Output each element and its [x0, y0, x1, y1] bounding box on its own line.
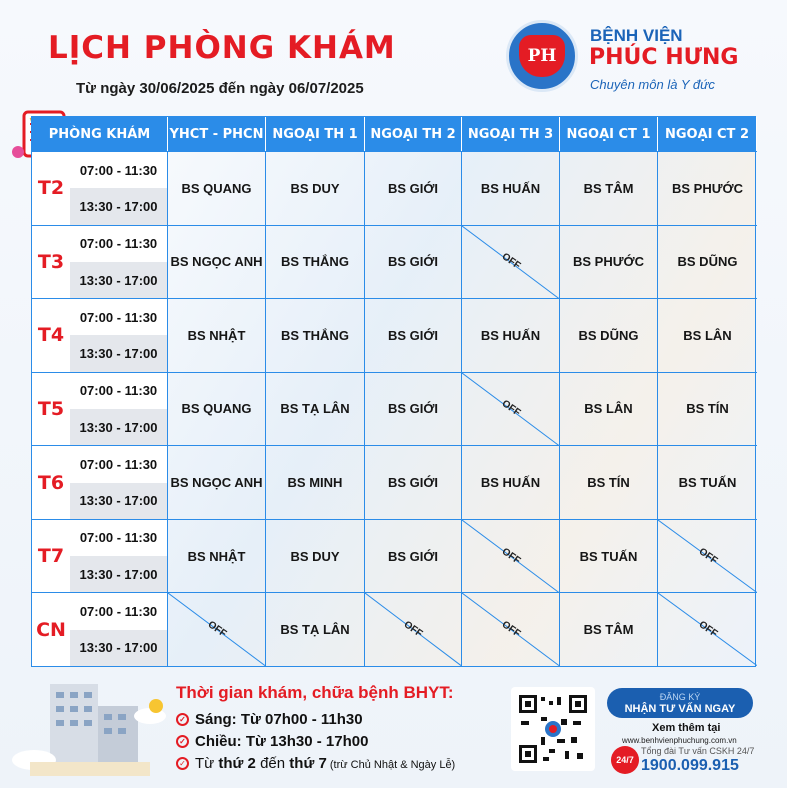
bhyt-afternoon: [176, 733, 368, 750]
register-top: ĐĂNG KÝ: [659, 692, 701, 702]
page-title: LỊCH PHÒNG KHÁM: [48, 30, 396, 66]
doctor-cell: BS LÂN: [658, 298, 757, 372]
doctor-cell: BS PHƯỚC: [658, 151, 757, 225]
doctor-cell: BS GIỚI: [365, 151, 462, 225]
doctor-cell: BS THẮNG: [266, 225, 365, 299]
brand-line-1: BỆNH VIỆN: [590, 26, 683, 45]
day-cell: [32, 592, 168, 666]
doctor-cell: BS PHƯỚC: [560, 225, 658, 299]
register-button[interactable]: [607, 688, 753, 718]
doctor-cell: BS HUẤN: [462, 445, 560, 519]
off-label: OFF: [499, 545, 522, 567]
doctor-cell: BS QUANG: [168, 151, 266, 225]
column-header: NGOẠI CT 1: [560, 117, 658, 151]
support-247-icon: 24/7: [611, 746, 639, 774]
doctor-cell: BS NHẬT: [168, 519, 266, 593]
day-label: T5: [32, 373, 70, 446]
off-cell: [462, 592, 560, 666]
doctor-cell: BS DUY: [266, 151, 365, 225]
doctor-cell: BS GIỚI: [365, 519, 462, 593]
day-label: CN: [32, 593, 70, 666]
doctor-cell: BS NHẬT: [168, 298, 266, 372]
day-cell: [32, 372, 168, 446]
morning-slot: 07:00 - 11:30: [70, 152, 167, 188]
off-label: OFF: [499, 398, 522, 420]
doctor-cell: BS GIỚI: [365, 298, 462, 372]
brand-tagline: Chuyên môn là Y đức: [590, 77, 715, 92]
qr-code[interactable]: [511, 687, 595, 771]
brand-name: PHÚC HƯNG: [589, 45, 739, 70]
afternoon-slot: 13:30 - 17:00: [79, 640, 158, 656]
bhyt-morning: [176, 711, 363, 728]
off-cell: [658, 592, 757, 666]
doctor-cell: BS TÍN: [658, 372, 757, 446]
morning-slot: 07:00 - 11:30: [70, 446, 167, 482]
see-more-label: Xem thêm tại: [652, 722, 721, 734]
days-to: thứ 7: [289, 755, 327, 772]
off-label: OFF: [499, 619, 522, 640]
morning-slot: 07:00 - 11:30: [70, 520, 167, 556]
days-mid: đến: [255, 755, 290, 772]
doctor-cell: BS TÍN: [560, 445, 658, 519]
column-header: NGOẠI CT 2: [658, 117, 757, 151]
day-label: T2: [32, 152, 70, 225]
off-label: OFF: [499, 251, 522, 273]
website-link[interactable]: www.benhvienphuchung.com.vn: [622, 736, 737, 745]
doctor-cell: BS GIỚI: [365, 372, 462, 446]
doctor-cell: BS LÂN: [560, 372, 658, 446]
column-header: NGOẠI TH 1: [266, 117, 365, 151]
morning-slot: 07:00 - 11:30: [70, 593, 167, 629]
off-label: OFF: [205, 619, 228, 640]
hotline-number[interactable]: 1900.099.915: [641, 757, 739, 774]
off-label: OFF: [696, 545, 719, 567]
day-label: T6: [32, 446, 70, 519]
afternoon-slot: 13:30 - 17:00: [79, 566, 158, 582]
doctor-cell: BS DŨNG: [658, 225, 757, 299]
logo-heart-icon: [519, 35, 565, 77]
bhyt-afternoon-text: Chiều: Từ 13h30 - 17h00: [195, 733, 369, 750]
logo-letters: PH: [527, 46, 557, 66]
afternoon-slot: 13:30 - 17:00: [79, 493, 158, 509]
doctor-cell: BS HUẤN: [462, 298, 560, 372]
bhyt-title: Thời gian khám, chữa bệnh BHYT:: [176, 683, 454, 702]
days-prefix: Từ: [195, 755, 219, 772]
column-header: NGOẠI TH 2: [365, 117, 462, 151]
off-label: OFF: [401, 619, 425, 640]
doctor-cell: BS HUẤN: [462, 151, 560, 225]
hospital-logo: [506, 20, 578, 92]
check-icon: ✓: [176, 757, 189, 770]
doctor-cell: BS TẠ LÂN: [266, 372, 365, 446]
doctor-cell: BS TÂM: [560, 592, 658, 666]
date-range: Từ ngày 30/06/2025 đến ngày 06/07/2025: [76, 80, 364, 97]
off-cell: [365, 592, 462, 666]
doctor-cell: BS QUANG: [168, 372, 266, 446]
afternoon-slot: 13:30 - 17:00: [79, 419, 158, 435]
header-corner: PHÒNG KHÁM: [32, 117, 168, 151]
register-main: NHẬN TƯ VẤN NGAY: [624, 703, 736, 715]
day-cell: [32, 519, 168, 593]
off-cell: [658, 519, 757, 593]
doctor-cell: BS NGỌC ANH: [168, 225, 266, 299]
bhyt-days: [176, 755, 455, 772]
off-cell: [462, 225, 560, 299]
day-cell: [32, 298, 168, 372]
day-cell: [32, 445, 168, 519]
day-label: T7: [32, 520, 70, 593]
afternoon-slot: 13:30 - 17:00: [79, 198, 158, 214]
day-label: T4: [32, 299, 70, 372]
days-note: (trừ Chủ Nhật & Ngày Lễ): [326, 759, 456, 771]
doctor-cell: BS TÂM: [560, 151, 658, 225]
doctor-cell: BS THẮNG: [266, 298, 365, 372]
hospital-building-illustration: [10, 676, 170, 780]
bhyt-morning-text: Sáng: Từ 07h00 - 11h30: [195, 711, 363, 728]
morning-slot: 07:00 - 11:30: [70, 226, 167, 262]
off-cell: [168, 592, 266, 666]
afternoon-slot: 13:30 - 17:00: [79, 272, 158, 288]
off-cell: [462, 372, 560, 446]
column-header: NGOẠI TH 3: [462, 117, 560, 151]
doctor-cell: BS DUY: [266, 519, 365, 593]
doctor-cell: BS GIỚI: [365, 225, 462, 299]
off-label: OFF: [696, 619, 719, 640]
day-cell: [32, 151, 168, 225]
off-cell: [462, 519, 560, 593]
morning-slot: 07:00 - 11:30: [70, 373, 167, 409]
doctor-cell: BS NGỌC ANH: [168, 445, 266, 519]
doctor-cell: BS MINH: [266, 445, 365, 519]
check-icon: ✓: [176, 735, 189, 748]
doctor-cell: BS TẠ LÂN: [266, 592, 365, 666]
afternoon-slot: 13:30 - 17:00: [79, 346, 158, 362]
schedule-table: [31, 116, 756, 667]
day-label: T3: [32, 226, 70, 299]
days-from: thứ 2: [218, 755, 256, 772]
day-cell: [32, 225, 168, 299]
doctor-cell: BS DŨNG: [560, 298, 658, 372]
hotline-label: Tổng đài Tư vấn CSKH 24/7: [641, 746, 755, 756]
column-header: YHCT - PHCN: [168, 117, 266, 151]
check-icon: ✓: [176, 713, 189, 726]
morning-slot: 07:00 - 11:30: [70, 299, 167, 335]
doctor-cell: BS TUẤN: [560, 519, 658, 593]
doctor-cell: BS GIỚI: [365, 445, 462, 519]
doctor-cell: BS TUẤN: [658, 445, 757, 519]
